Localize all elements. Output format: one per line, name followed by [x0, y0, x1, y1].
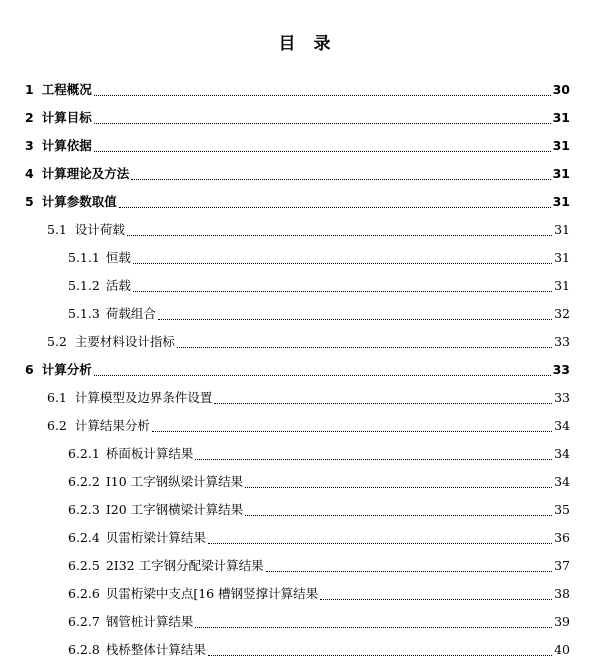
toc-entry-label: 计算分析 [41, 362, 92, 377]
toc-entry-label: 2I32 工字钢分配梁计算结果 [105, 558, 264, 573]
toc-entry-number: 6.2.1 [68, 446, 100, 461]
toc-leader-dots [94, 122, 551, 124]
toc-entry[interactable] [68, 472, 570, 492]
toc-entry-label: 桥面板计算结果 [105, 446, 194, 461]
toc-leader-dots [245, 486, 552, 488]
toc-entry-label: 计算目标 [41, 110, 92, 125]
toc-entry-number: 5 [25, 194, 34, 209]
toc-entry-number: 6.2.8 [68, 642, 100, 657]
toc-leader-dots [320, 598, 552, 600]
toc-leader-dots [195, 458, 552, 460]
toc-entry-page: 38 [554, 586, 570, 601]
toc-entry-number: 6 [25, 362, 34, 377]
toc-entry-page: 31 [552, 166, 570, 181]
toc-entry-page: 31 [554, 278, 570, 293]
toc-entry-label: I10 工字钢纵梁计算结果 [105, 474, 244, 489]
toc-entry[interactable] [25, 108, 570, 128]
toc-entry-number: 5.1 [47, 222, 67, 237]
toc-entry-label: 计算参数取值 [41, 194, 117, 209]
toc-entry-label: 设计荷载 [74, 222, 125, 237]
toc-entry-page: 33 [554, 390, 570, 405]
toc-entry-page: 30 [552, 82, 570, 97]
toc-entry-page: 39 [554, 614, 570, 629]
toc-entry[interactable] [47, 416, 570, 436]
toc-entry-page: 37 [554, 558, 570, 573]
toc-leader-dots [266, 570, 553, 572]
toc-leader-dots [131, 178, 550, 180]
toc-entry[interactable] [68, 528, 570, 548]
toc-leader-dots [133, 262, 552, 264]
toc-leader-dots [214, 402, 552, 404]
toc-entry[interactable] [25, 164, 570, 184]
toc-entry-number: 3 [25, 138, 34, 153]
toc-entry-label: 贝雷桁梁中支点[16 槽钢竖撑计算结果 [105, 586, 319, 601]
toc-entry-label: 计算理论及方法 [41, 166, 130, 181]
toc-entry[interactable] [68, 500, 570, 520]
toc-entry[interactable] [47, 388, 570, 408]
toc-leader-dots [119, 206, 551, 208]
toc-entry[interactable] [25, 192, 570, 212]
toc-entry[interactable] [25, 80, 570, 100]
toc-entry[interactable] [68, 612, 570, 632]
toc-entry[interactable] [68, 640, 570, 660]
toc-entry-number: 4 [25, 166, 34, 181]
toc-entry-number: 6.2.2 [68, 474, 100, 489]
toc-entry-page: 34 [554, 446, 570, 461]
toc-entry[interactable] [68, 556, 570, 576]
toc-entry-number: 1 [25, 82, 34, 97]
toc-entry[interactable] [68, 276, 570, 296]
toc-entry-label: 贝雷桁梁计算结果 [105, 530, 206, 545]
toc-entry-number: 5.1.1 [68, 250, 100, 265]
toc-entry-page: 31 [552, 138, 570, 153]
toc-entry-number: 6.2.7 [68, 614, 100, 629]
toc-entry-page: 36 [554, 530, 570, 545]
toc-entry[interactable] [68, 584, 570, 604]
toc-entry-label: 活载 [105, 278, 131, 293]
toc-entry-label: 计算模型及边界条件设置 [74, 390, 213, 405]
toc-entry-number: 6.2.3 [68, 502, 100, 517]
toc-entry-number: 6.1 [47, 390, 67, 405]
toc-entry-page: 32 [554, 306, 570, 321]
toc-entry-number: 2 [25, 110, 34, 125]
toc-leader-dots [208, 654, 552, 656]
toc-entry[interactable] [68, 304, 570, 324]
toc-entry[interactable] [25, 360, 570, 380]
toc-entry-label: 钢管桩计算结果 [105, 614, 194, 629]
toc-entry-label: 恒载 [105, 250, 131, 265]
toc-entry[interactable] [68, 444, 570, 464]
toc-leader-dots [133, 290, 552, 292]
toc-entry-page: 33 [552, 362, 570, 377]
toc-leader-dots [177, 346, 552, 348]
toc-leader-dots [94, 150, 551, 152]
toc-entry-page: 31 [554, 222, 570, 237]
toc-entry-number: 5.1.2 [68, 278, 100, 293]
toc-entry[interactable] [47, 332, 570, 352]
toc-entry[interactable] [47, 220, 570, 240]
toc-leader-dots [94, 94, 551, 96]
toc-entry-page: 34 [554, 474, 570, 489]
toc-leader-dots [94, 374, 551, 376]
toc-entry-number: 6.2.4 [68, 530, 100, 545]
toc-entry-page: 31 [552, 110, 570, 125]
toc-entry-label: 栈桥整体计算结果 [105, 642, 206, 657]
toc-entry-number: 6.2.6 [68, 586, 100, 601]
toc-leader-dots [208, 542, 552, 544]
toc-entry-number: 5.2 [47, 334, 67, 349]
toc-leader-dots [158, 318, 552, 320]
toc-entry-label: 计算依据 [41, 138, 92, 153]
toc-leader-dots [195, 626, 552, 628]
toc-leader-dots [127, 234, 552, 236]
toc-leader-dots [152, 430, 552, 432]
toc-entry-page: 35 [554, 502, 570, 517]
toc-entry-label: 荷载组合 [105, 306, 156, 321]
toc-entry-label: 主要材料设计指标 [74, 334, 175, 349]
toc-entry[interactable] [68, 248, 570, 268]
toc-leader-dots [245, 514, 552, 516]
toc-entry-number: 6.2 [47, 418, 67, 433]
toc-entry-page: 34 [554, 418, 570, 433]
toc-entry-page: 33 [554, 334, 570, 349]
page-title: 目 录 [278, 34, 337, 54]
toc-entry-page: 40 [554, 642, 570, 657]
toc-entry-number: 5.1.3 [68, 306, 100, 321]
toc-entry-label: 计算结果分析 [74, 418, 150, 433]
toc-entry-page: 31 [552, 194, 570, 209]
toc-entry-label: 工程概况 [41, 82, 92, 97]
toc-entry[interactable] [25, 136, 570, 156]
toc-entry-label: I20 工字钢横梁计算结果 [105, 502, 244, 517]
toc-entry-number: 6.2.5 [68, 558, 100, 573]
toc-entry-page: 31 [554, 250, 570, 265]
